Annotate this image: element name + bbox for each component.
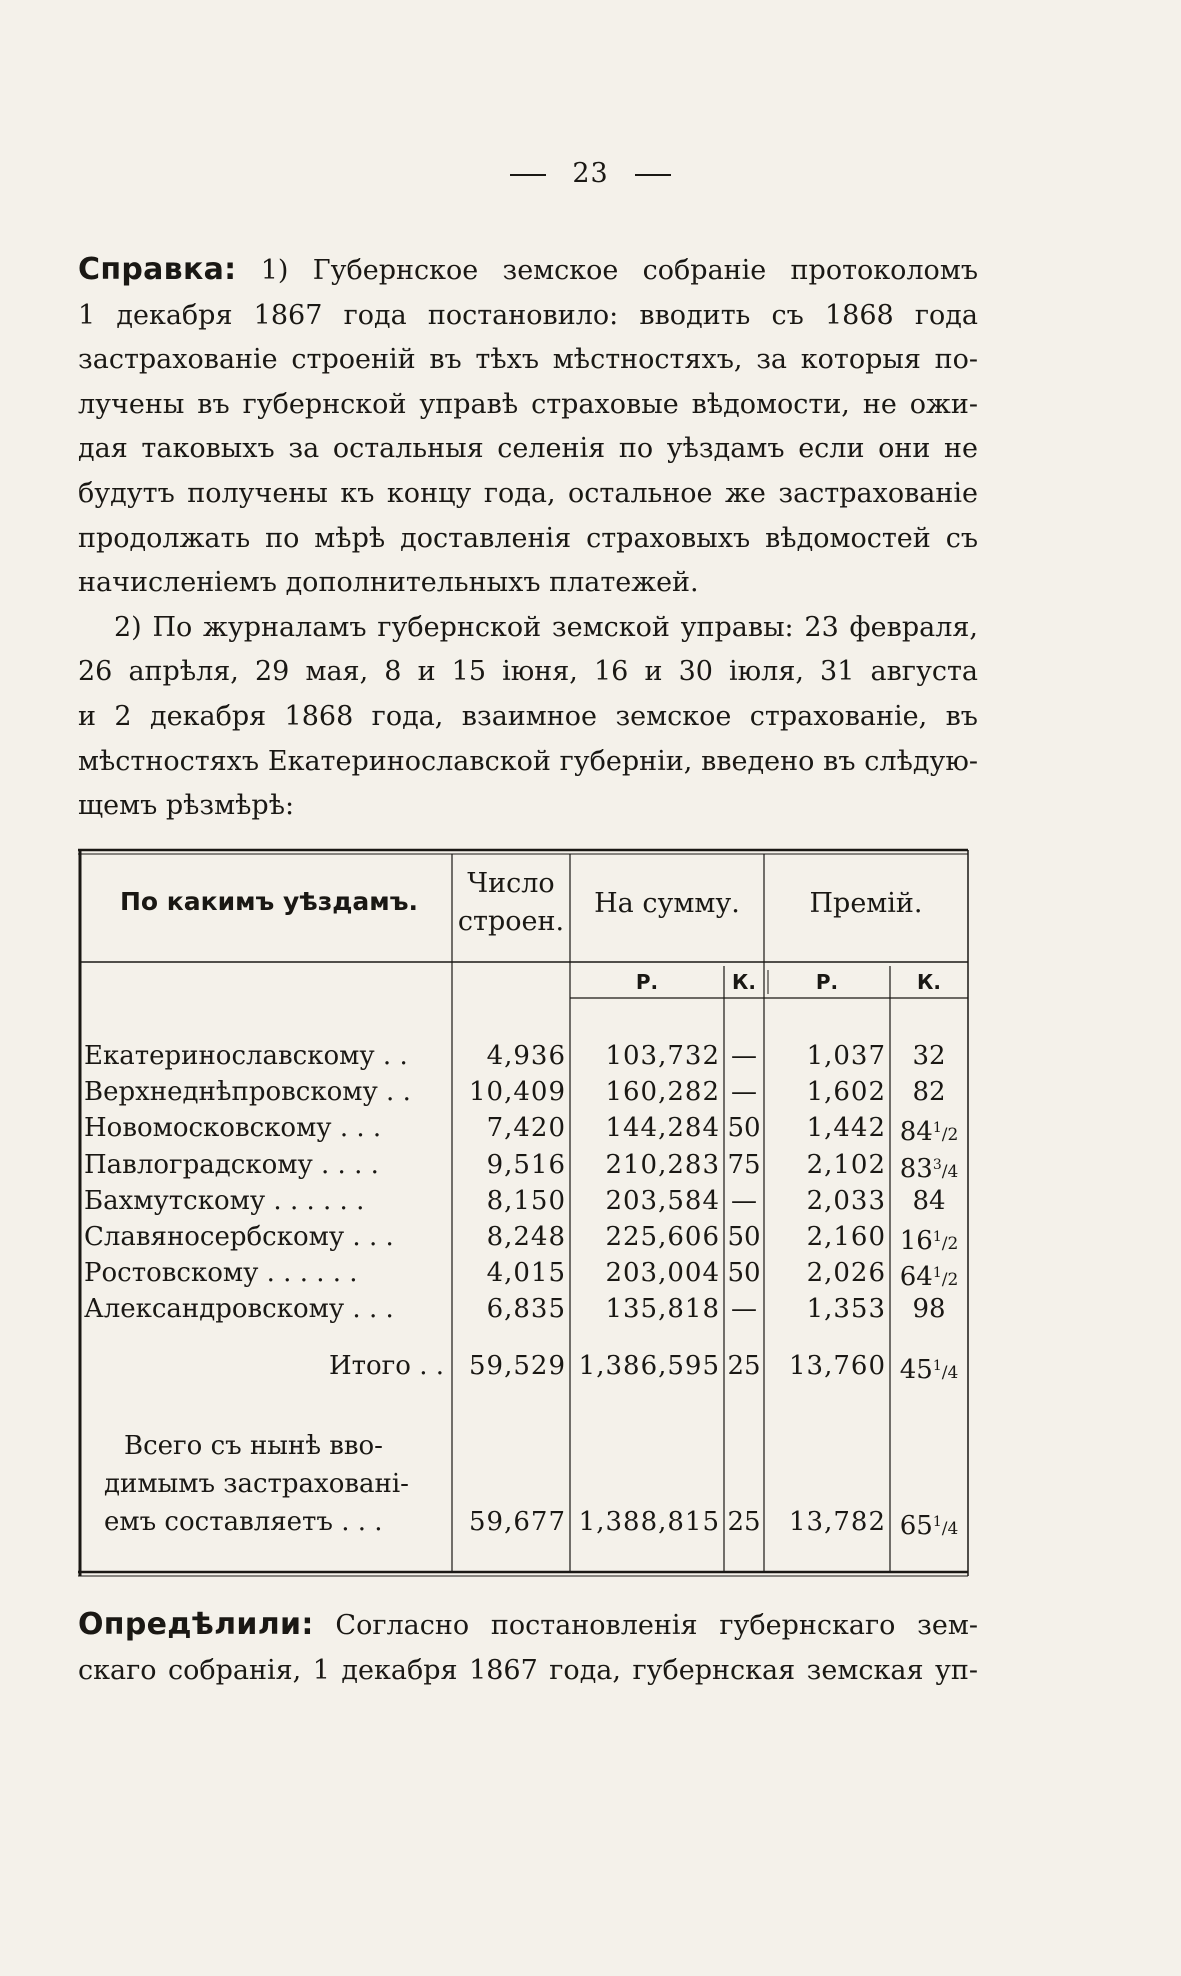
text-line: [78, 1603, 978, 1649]
premium-kopecks-value: 65: [899, 1511, 933, 1541]
header-count-line1: Число: [467, 868, 555, 899]
premium-kopecks-value: 98: [912, 1294, 946, 1325]
sum-rubles: 135,818: [605, 1294, 720, 1325]
premium-rubles: 1,037: [806, 1041, 886, 1071]
sum-rubles: 160,282: [605, 1077, 720, 1108]
grand-total-count: 59,677: [469, 1507, 566, 1537]
text-line: застрахованіе строеній въ тѣхъ мѣстностяхъ, за которыя по-: [78, 344, 978, 376]
fraction-denominator: /2: [941, 1270, 959, 1291]
fraction: [932, 1358, 959, 1383]
fraction-numerator: 1: [932, 1229, 942, 1245]
text-run: 1) Губернское земское собраніе протоколомъ: [236, 255, 978, 286]
premium-kopecks-value: 32: [912, 1041, 946, 1071]
fraction-denominator: /2: [941, 1234, 959, 1254]
grand-total-sum-kopecks: 25: [727, 1507, 761, 1537]
right-dash: [635, 174, 671, 176]
text-line: будутъ получены къ концу года, остальное же застрахованіе: [78, 477, 978, 509]
text-line: и 2 декабря 1868 года, взаимное земское страхованіе, въ: [78, 700, 978, 732]
sum-kopecks: 50: [727, 1222, 761, 1252]
opredelili-lead: Опредѣлили:: [78, 1607, 314, 1642]
grand-total-label: димымъ застраховані-: [104, 1469, 409, 1499]
premium-rubles: 1,602: [806, 1077, 886, 1108]
fraction-denominator: /4: [941, 1161, 959, 1182]
sum-rubles: 103,732: [605, 1041, 720, 1071]
fraction-numerator: 1: [932, 1120, 942, 1137]
district-name: Славяносербскому . . .: [84, 1222, 394, 1252]
premium-kopecks: [892, 1074, 966, 1110]
text-line: лучены въ губернской управѣ страховые вѣдомости, не ожи-: [78, 388, 978, 420]
subheader-sum-kop: К.: [732, 970, 756, 994]
premium-rubles: 2,102: [806, 1149, 886, 1180]
text-line: 2) По журналамъ губернской земской управы: 23 февраля,: [114, 611, 978, 643]
district-name: Павлоградскому . . . .: [84, 1149, 379, 1180]
grand-total-premium-kopecks: [892, 1504, 966, 1547]
total-label: Итого . .: [328, 1351, 444, 1381]
premium-kopecks-value: 83: [899, 1153, 933, 1184]
district-name: Новомосковскому . . .: [84, 1113, 382, 1144]
fraction-numerator: 1: [932, 1514, 942, 1530]
premium-kopecks: [892, 1038, 966, 1074]
premium-kopecks-value: 84: [899, 1117, 933, 1148]
grand-total-label: Всего съ нынѣ вво-: [124, 1431, 383, 1461]
text-line: 26 апрѣля, 29 мая, 8 и 15 іюня, 16 и 30 іюля, 31 августа: [78, 656, 978, 688]
header-district: По какимъ уѣздамъ.: [119, 887, 419, 916]
sum-rubles: 203,004: [605, 1258, 720, 1289]
text-line: продолжать по мѣрѣ доставленія страховыхъ вѣдомостей съ: [78, 522, 978, 554]
district-name: Екатеринославскому . .: [84, 1041, 408, 1071]
fraction: [932, 1265, 959, 1291]
grand-total-premium-rubles: 13,782: [789, 1507, 886, 1537]
building-count: 4,015: [486, 1258, 566, 1289]
district-name: Александровскому . . .: [84, 1294, 394, 1325]
text-line: начисленіемъ дополнительныхъ платежей.: [78, 567, 699, 599]
sum-kopecks: —: [731, 1185, 757, 1216]
insurance-table: [74, 848, 972, 1578]
fraction-denominator: /2: [941, 1125, 959, 1146]
text-line: скаго собранія, 1 декабря 1867 года, губернская земская уп-: [78, 1654, 978, 1686]
fraction: [932, 1120, 959, 1146]
total-premium-kopecks: [892, 1348, 966, 1391]
premium-kopecks-value: 84: [912, 1185, 946, 1216]
district-name: Ростовскому . . . . . .: [84, 1258, 358, 1289]
sum-rubles: 203,584: [605, 1185, 720, 1216]
fraction-numerator: 1: [932, 1358, 942, 1374]
sum-rubles: 144,284: [605, 1113, 720, 1144]
premium-kopecks-value: 16: [899, 1226, 933, 1256]
sum-kopecks: —: [731, 1077, 757, 1108]
page-number-value: 23: [572, 158, 609, 189]
premium-rubles: 1,442: [806, 1113, 886, 1144]
sum-kopecks: —: [731, 1294, 757, 1325]
premium-kopecks-value: 82: [912, 1077, 946, 1108]
spravka-paragraph: [78, 248, 978, 829]
sum-kopecks: 50: [727, 1258, 761, 1289]
premium-kopecks: [892, 1183, 966, 1219]
sum-kopecks: —: [731, 1041, 757, 1071]
text-line: 1 декабря 1867 года постановило: вводить съ 1868 года: [78, 299, 978, 331]
district-name: Бахмутскому . . . . . .: [84, 1185, 365, 1216]
premium-rubles: 1,353: [806, 1294, 886, 1325]
fraction: [932, 1229, 959, 1254]
sum-rubles: 210,283: [605, 1149, 720, 1180]
subheader-prem-kop: К.: [917, 970, 941, 994]
text-run: Согласно постановленія губернскаго зем-: [313, 1610, 978, 1641]
text-line: [78, 248, 978, 294]
building-count: 7,420: [486, 1113, 566, 1144]
total-premium-rubles: 13,760: [789, 1351, 886, 1381]
total-count: 59,529: [469, 1351, 566, 1381]
left-dash: [510, 174, 546, 176]
fraction-denominator: /4: [941, 1363, 959, 1383]
subheader-sum-rub: Р.: [635, 970, 659, 994]
grand-total-label: емъ составляетъ . . .: [104, 1507, 383, 1537]
header-sum: На сумму.: [594, 888, 740, 919]
grand-total-sum-rubles: 1,388,815: [578, 1507, 720, 1537]
total-sum-rubles: 1,386,595: [578, 1351, 720, 1381]
building-count: 9,516: [486, 1149, 566, 1180]
header-premium: Премій.: [809, 888, 923, 919]
fraction-numerator: 1: [932, 1265, 942, 1282]
building-count: 4,936: [486, 1041, 566, 1071]
page-number: [0, 158, 1181, 189]
building-count: 10,409: [469, 1077, 566, 1108]
building-count: 6,835: [486, 1294, 566, 1325]
fraction: [932, 1156, 959, 1182]
premium-rubles: 2,026: [806, 1258, 886, 1289]
fraction: [932, 1514, 959, 1539]
sum-kopecks: 75: [727, 1149, 761, 1180]
premium-rubles: 2,033: [806, 1185, 886, 1216]
text-line: щемъ рѣзмѣрѣ:: [78, 790, 295, 822]
building-count: 8,248: [486, 1222, 566, 1252]
premium-rubles: 2,160: [806, 1222, 886, 1252]
sum-rubles: 225,606: [605, 1222, 720, 1252]
district-name: Верхнеднѣпровскому . .: [84, 1077, 411, 1108]
fraction-numerator: 3: [932, 1156, 942, 1173]
fraction-denominator: /4: [941, 1519, 959, 1539]
premium-kopecks: [892, 1291, 966, 1327]
subheader-prem-rub: Р.: [815, 970, 839, 994]
text-line: дая таковыхъ за остальныя селенія по уѣздамъ если они не: [78, 433, 978, 465]
text-line: мѣстностяхъ Екатеринославской губерніи, введено въ слѣдую-: [78, 745, 978, 777]
header-count-line2: строен.: [457, 906, 565, 937]
opredelili-paragraph: [78, 1603, 978, 1693]
spravka-lead: Справка:: [78, 252, 237, 287]
sum-kopecks: 50: [727, 1113, 761, 1144]
building-count: 8,150: [486, 1185, 566, 1216]
premium-kopecks-value: 45: [899, 1355, 933, 1385]
premium-kopecks-value: 64: [899, 1262, 933, 1293]
total-sum-kopecks: 25: [727, 1351, 761, 1381]
